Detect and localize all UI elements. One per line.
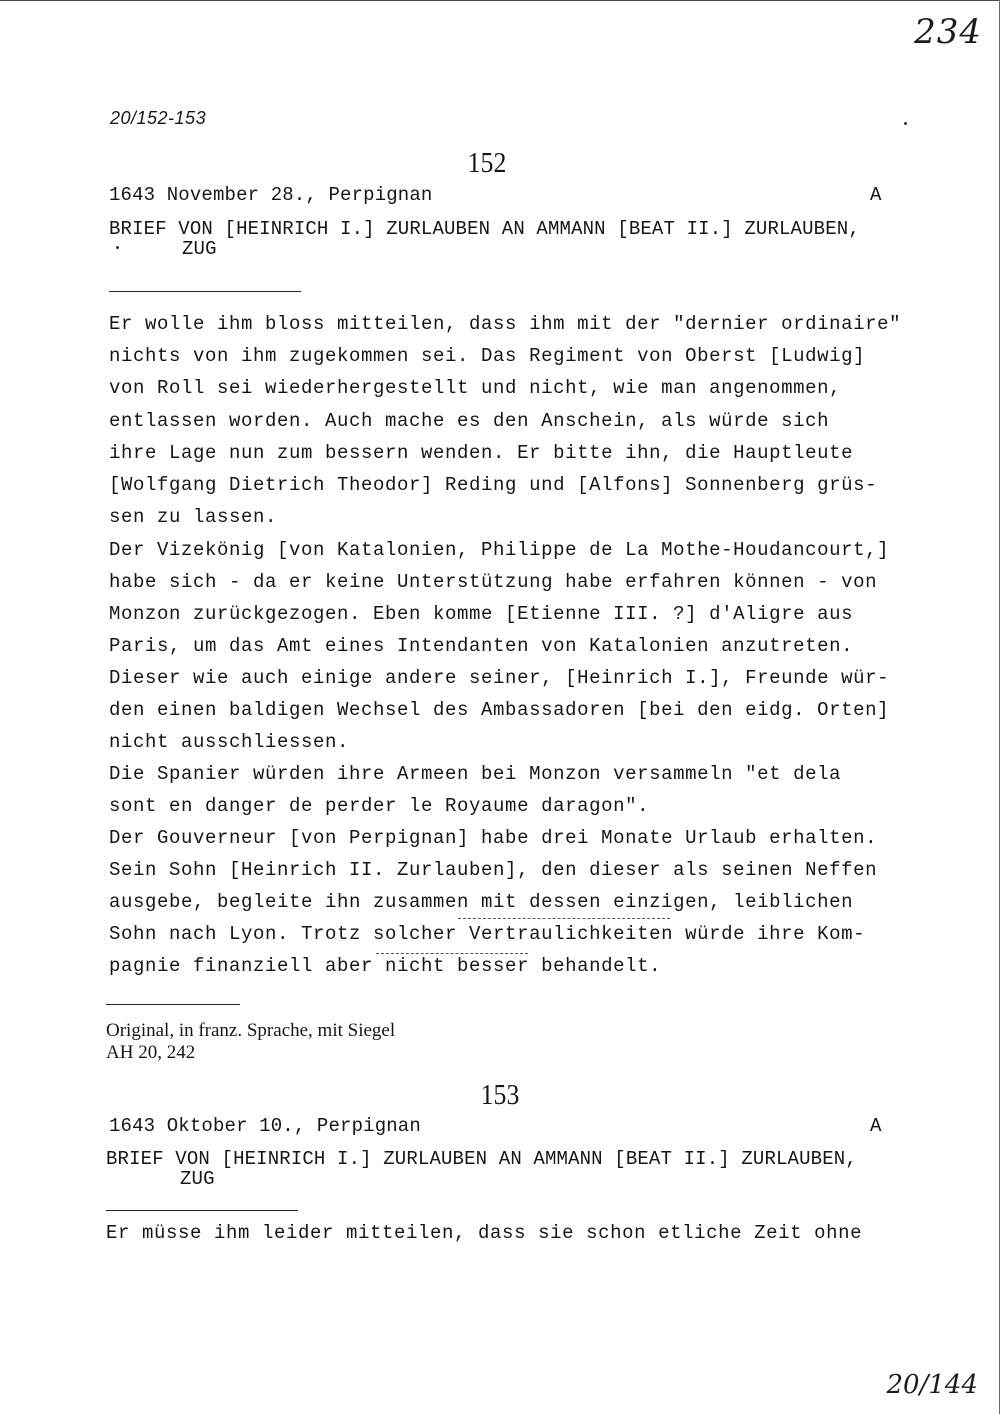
top-scan-edge [0,0,1000,1]
summary-line: den einen baldigen Wechsel des Ambassadoren [bei den eidg. Orten] [109,699,890,721]
entry-dateline: 1643 November 28., Perpignan [109,184,433,206]
entry-heading: BRIEF VON [HEINRICH I.] ZURLAUBEN AN AMMANN [BEAT II.] ZURLAUBEN, [109,218,860,240]
summary-line: sont en danger de perder le Royaume daragon". [109,795,650,817]
entry-code: A [870,1115,882,1137]
source-note: Original, in franz. Sprache, mit Siegel [106,1020,396,1041]
summary-line: von Roll sei wiederhergestellt und nicht, wie man angenommen, [109,377,842,399]
handwritten-folio-note: 20/144 [886,1370,978,1400]
summary-line: [Wolfgang Dietrich Theodor] Reding und [Alfons] Sonnenberg grüs- [109,474,878,496]
pencil-underline [376,953,528,954]
summary-line: Sein Sohn [Heinrich II. Zurlauben], den dieser als seinen Neffen [109,859,878,881]
entry-number: 153 [480,1080,520,1111]
summary-line: Dieser wie auch einige andere seiner, [Heinrich I.], Freunde wür- [109,667,890,689]
summary-line: habe sich - da er keine Unterstützung habe erfahren können - von [109,571,878,593]
pencil-underline [458,918,670,919]
entry-heading-place: ZUG [182,238,217,260]
summary-line: pagnie finanziell aber nicht besser behandelt. [109,955,662,977]
summary-line: Sohn nach Lyon. Trotz solcher Vertraulichkeiten würde ihre Kom- [109,923,866,945]
entry-number: 152 [467,148,507,179]
summary-line: Der Gouverneur [von Perpignan] habe drei Monate Urlaub erhalten. [109,827,878,849]
summary-line: Monzon zurückgezogen. Eben komme [Etienne III. ?] d'Aligre aus [109,603,854,625]
summary-line: Der Vizekönig [von Katalonien, Philippe de La Mothe-Houdancourt,] [109,539,890,561]
note-separator [106,1004,240,1005]
entry-code: A [870,184,882,206]
entry-heading-place: ZUG [180,1168,215,1190]
entry-heading: BRIEF VON [HEINRICH I.] ZURLAUBEN AN AMMANN [BEAT II.] ZURLAUBEN, [106,1148,857,1170]
heading-separator [109,291,301,292]
summary-line: sen zu lassen. [109,506,278,528]
archive-reference: 20/152-153 [110,108,207,128]
summary-line: Er wolle ihm bloss mitteilen, dass ihm mit der "dernier ordinaire" [109,313,902,335]
summary-line: Paris, um das Amt eines Intendanten von Katalonien anzutreten. [109,635,854,657]
summary-line: nicht ausschliessen. [109,731,350,753]
handwritten-page-number: 234 [914,12,982,52]
summary-line: entlassen worden. Auch mache es den Anschein, als würde sich [109,410,830,432]
summary-line: ihre Lage nun zum bessern wenden. Er bitte ihn, die Hauptleute [109,442,854,464]
entry-dateline: 1643 Oktober 10., Perpignan [109,1115,421,1137]
speck-mark [116,246,119,249]
summary-line: nichts von ihm zugekommen sei. Das Regiment von Oberst [Ludwig] [109,345,866,367]
heading-separator [106,1210,298,1211]
summary-line: ausgebe, begleite ihn zusammen mit dessen einzigen, leiblichen [109,891,854,913]
source-signature: AH 20, 242 [106,1042,196,1063]
summary-line: Die Spanier würden ihre Armeen bei Monzon versammeln "et dela [109,763,842,785]
speck-mark [904,122,907,125]
summary-line: Er müsse ihm leider mitteilen, dass sie schon etliche Zeit ohne [106,1222,863,1244]
